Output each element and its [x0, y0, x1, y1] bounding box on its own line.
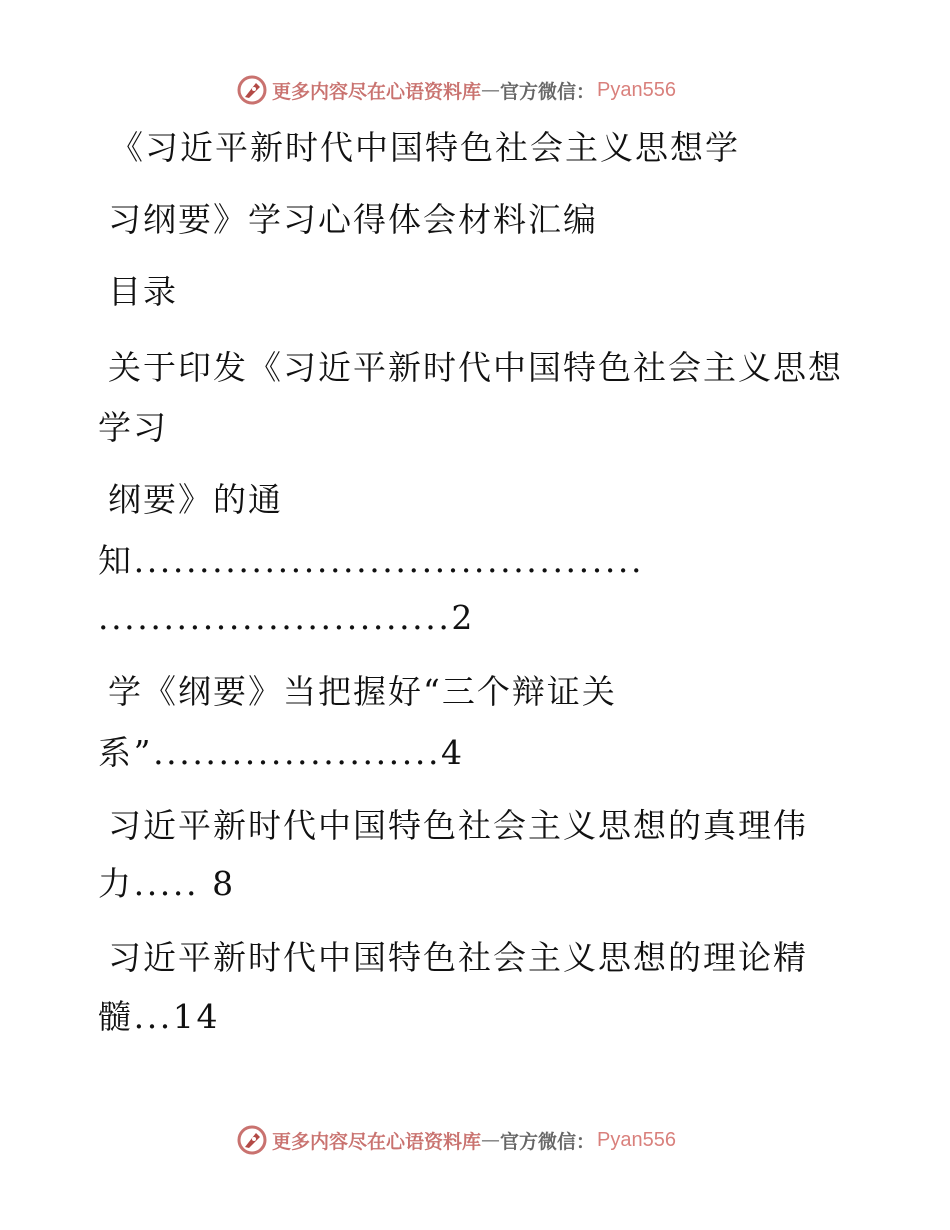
toc-entry-1-line-2: 学习	[98, 408, 168, 447]
watermark-text: 更多内容尽在心语资料库	[272, 1130, 482, 1153]
pen-nib-logo-icon	[236, 74, 268, 106]
toc-entry-2-line-1: 学《纲要》当把握好“三个辩证关	[108, 672, 617, 711]
toc-entry-1-line-3: 纲要》的通	[108, 480, 283, 519]
watermark-text: 更多内容尽在心语资料库	[272, 80, 482, 103]
toc-entry-2-page: 系”......................4	[98, 733, 465, 772]
toc-entry-4-page: 髓...14	[98, 997, 221, 1036]
toc-entry-3-line-1: 习近平新时代中国特色社会主义思想的真理伟	[108, 806, 808, 845]
toc-entry-4-line-1: 习近平新时代中国特色社会主义思想的理论精	[108, 938, 808, 977]
footer-watermark	[236, 1122, 676, 1158]
toc-entry-1-page: ...........................2	[98, 598, 476, 637]
toc-entry-1-line-1: 关于印发《习近平新时代中国特色社会主义思想	[108, 348, 843, 387]
title-line-1: 《习近平新时代中国特色社会主义思想学	[110, 128, 740, 167]
title-line-2: 习纲要》学习心得体会材料汇编	[108, 200, 598, 239]
watermark-dash: —	[481, 1129, 501, 1151]
pen-nib-logo-icon	[236, 1124, 268, 1156]
watermark-dash: —	[481, 79, 501, 101]
watermark-official: 官方微信：	[500, 1130, 596, 1153]
toc-entry-3-page: 力..... 8	[98, 864, 236, 903]
watermark-official: 官方微信：	[500, 80, 596, 103]
watermark-id: Pyan556	[597, 1128, 676, 1151]
header-watermark	[236, 72, 676, 108]
toc-heading: 目录	[108, 272, 178, 311]
watermark-id: Pyan556	[597, 78, 676, 101]
toc-entry-1-line-4: 知.......................................	[98, 541, 645, 580]
